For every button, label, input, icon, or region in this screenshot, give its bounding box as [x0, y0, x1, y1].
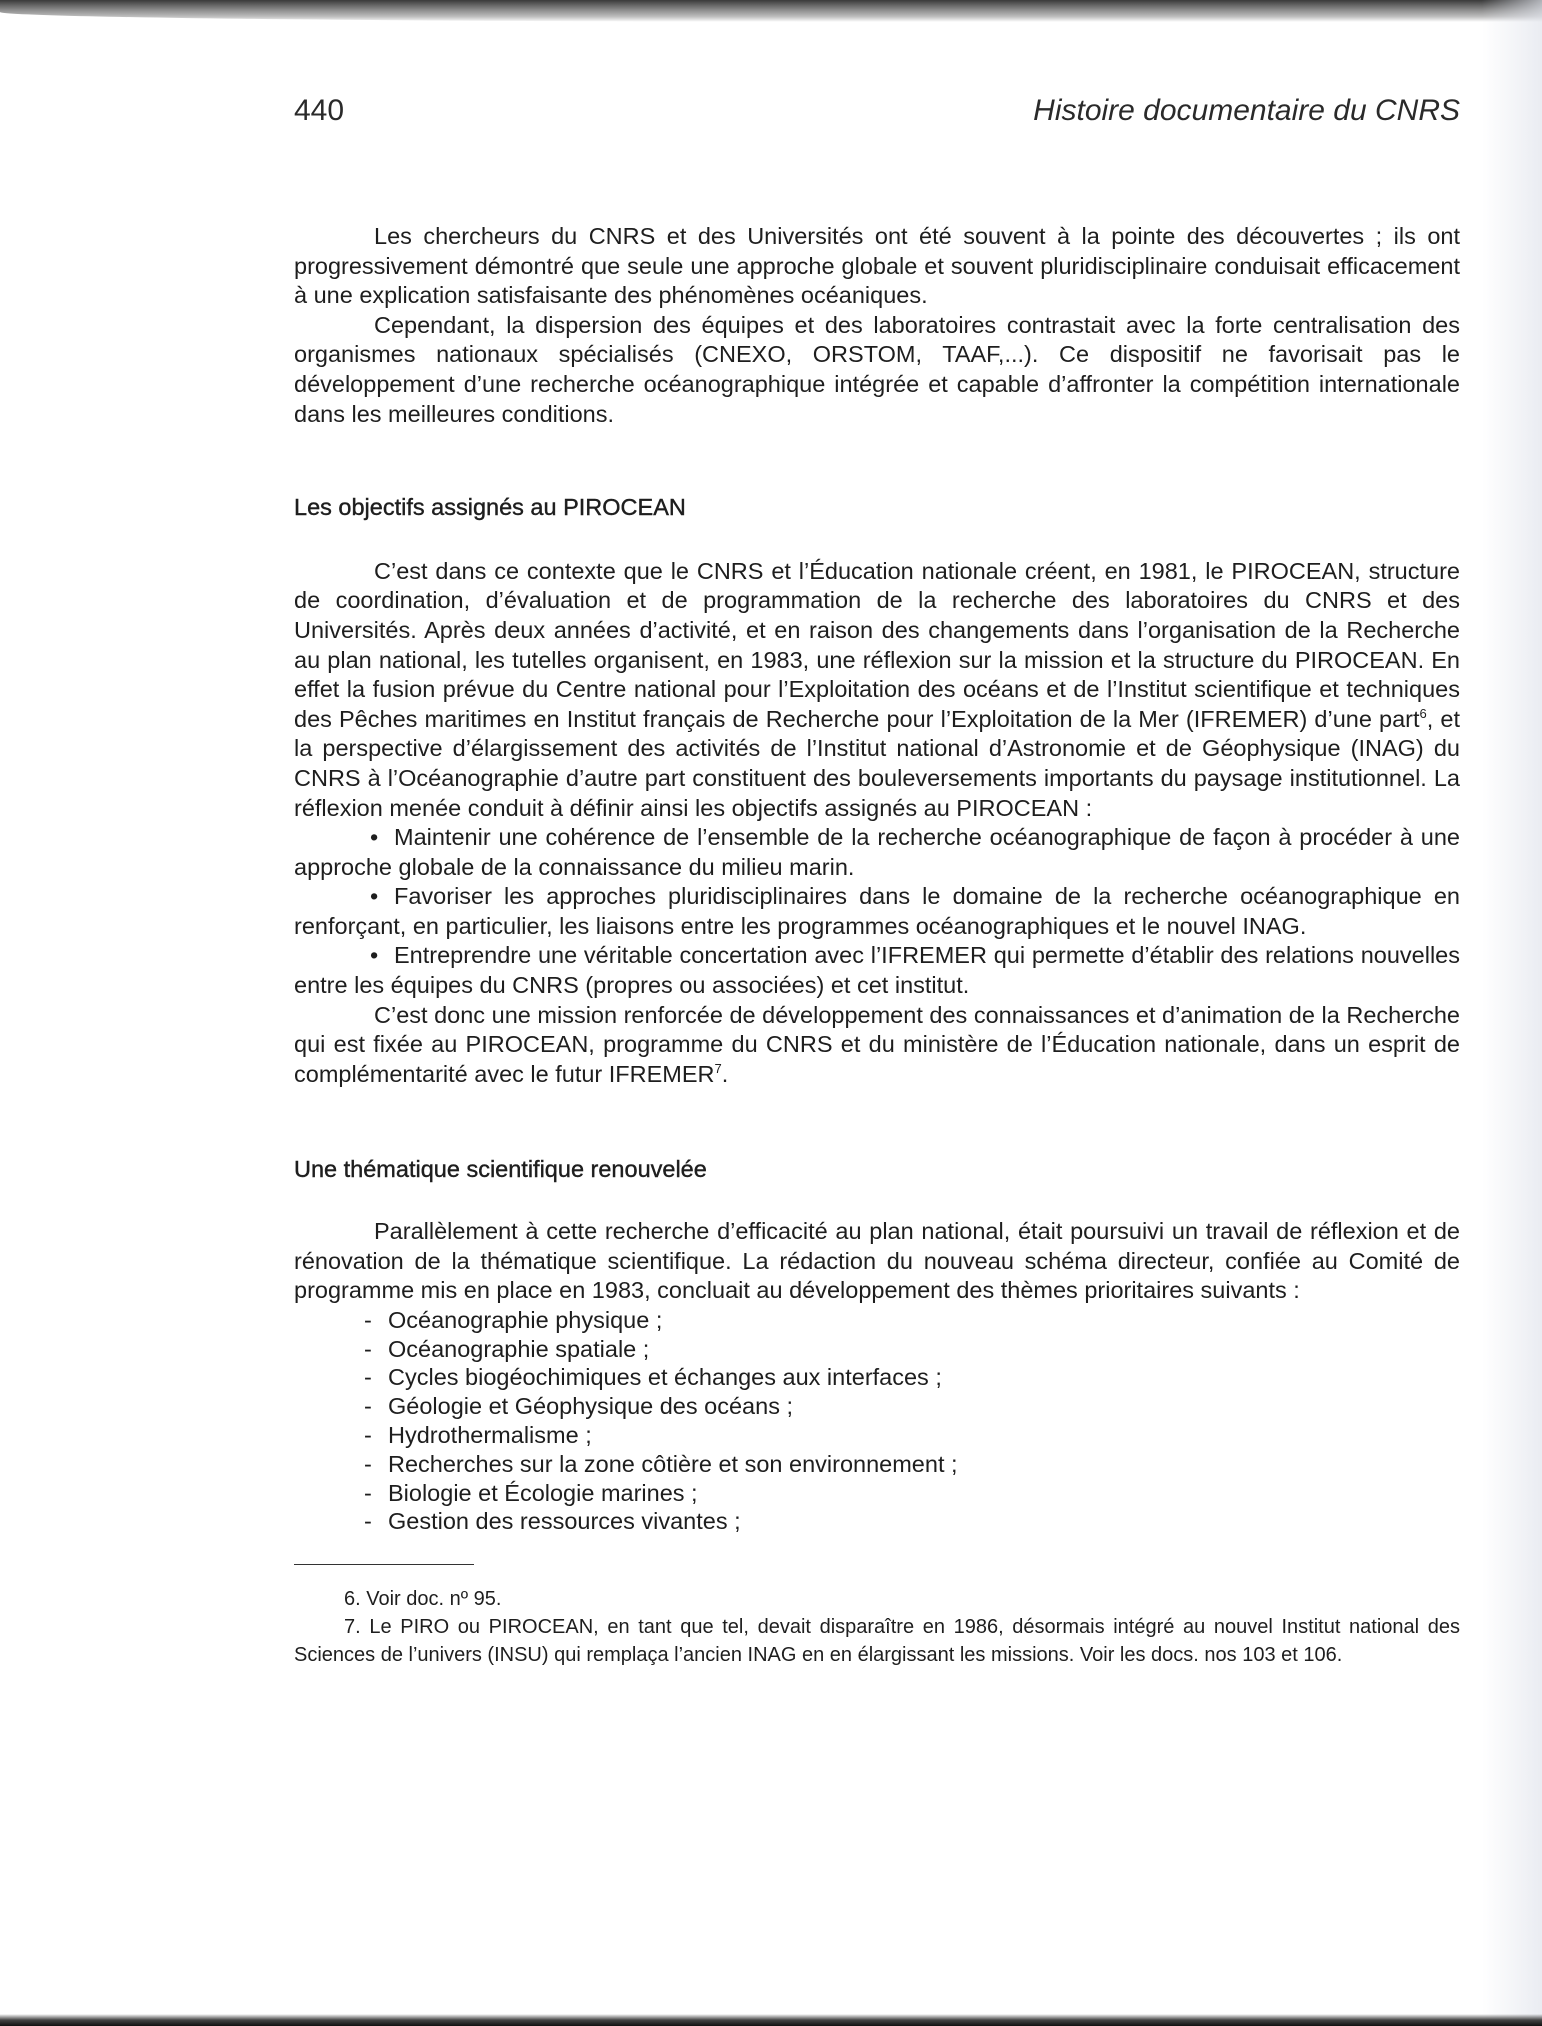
closing-punct: . — [721, 1060, 729, 1087]
themes-list — [294, 1306, 1460, 1536]
running-title: Histoire documentaire du CNRS — [1033, 94, 1460, 127]
theme-item — [364, 1335, 1460, 1364]
objective-bullet-1 — [294, 823, 1460, 882]
theme-item — [364, 1421, 1460, 1450]
dash-icon: - — [364, 1450, 372, 1477]
closing-text: C’est donc une mission renforcée de développement des connaissances et d’animation de la Recherche qui est fixée au PIROCEAN, programme du CNRS et du ministère de l’Éducation nationale, dans un esprit de complémentarité avec le futur IFREMER — [294, 1001, 1460, 1087]
footnote-6 — [294, 1585, 1460, 1613]
theme-text: Recherches sur la zone côtière et son environnement ; — [388, 1450, 958, 1477]
theme-item — [364, 1450, 1460, 1479]
footnotes — [294, 1585, 1460, 1669]
objectifs-section — [294, 557, 1460, 1090]
theme-item — [364, 1392, 1460, 1421]
scan-edge-top — [0, 0, 1542, 22]
thematique-section — [294, 1217, 1460, 1536]
intro-section — [294, 222, 1460, 429]
running-header — [294, 96, 1460, 136]
thematique-paragraph: Parallèlement à cette recherche d’efficacité au plan national, était poursuivi un travail de réflexion et de rénovation de la thématique scientifique. La rédaction du nouveau schéma directeur, confiée au Comité de programme mis en place en 1983, concluait au développement des thèmes prioritaires suivants : — [294, 1218, 1460, 1304]
theme-text: Biologie et Écologie marines ; — [388, 1479, 698, 1506]
footnote-text: Voir doc. nº 95. — [366, 1588, 502, 1611]
footnote-number: 6. — [344, 1588, 361, 1611]
theme-item — [364, 1306, 1460, 1335]
footnote-ref-7[interactable]: 7 — [714, 1061, 722, 1077]
dash-icon: - — [364, 1393, 372, 1420]
objectifs-text-part2: , et la perspective d’élargissement des activités de l’Institut national d’Astronomie et de Géophysique (INAG) du CNRS à l’Océanographie d’autre part constituent des bouleversements importants du paysage institutionnel. La réflexion menée conduit à définir ainsi les objectifs assignés au PIROCEAN : — [294, 705, 1460, 821]
dash-icon: - — [364, 1335, 372, 1362]
intro-paragraph-1: Les chercheurs du CNRS et des Universités ont été souvent à la pointe des découvertes ; ils ont progressivement démontré que seule une approche globale et souvent pluridisciplinaire conduisait efficacement à une explication satisfaisante des phénomènes océaniques. — [294, 223, 1460, 309]
theme-text: Gestion des ressources vivantes ; — [388, 1508, 741, 1535]
theme-item — [364, 1507, 1460, 1536]
footnote-7 — [294, 1613, 1460, 1669]
bullet-icon: • — [370, 824, 379, 851]
bullet-text: Maintenir une cohérence de l’ensemble de la recherche océanographique de façon à procéder à une approche globale de la connaissance du milieu marin. — [294, 824, 1460, 880]
dash-icon: - — [364, 1479, 372, 1506]
scan-shadow-right — [1482, 0, 1542, 2026]
section-heading-thematique: Une thématique scientifique renouvelée — [294, 1156, 707, 1183]
bullet-text: Favoriser les approches pluridisciplinaires dans le domaine de la recherche océanographique en renforçant, en particulier, les liaisons entre les programmes océanographiques et le nouvel INAG. — [294, 883, 1460, 939]
footnote-text: Le PIRO ou PIROCEAN, en tant que tel, devait disparaître en 1986, désormais intégré au nouvel Institut national des Sciences de l’univers (INSU) qui remplaça l’ancien INAG en en élargissant les missions. Voir les docs. nos 103 et 106. — [294, 1616, 1460, 1667]
page-number: 440 — [294, 94, 345, 127]
section-heading-objectifs: Les objectifs assignés au PIROCEAN — [294, 494, 686, 521]
theme-text: Cycles biogéochimiques et échanges aux interfaces ; — [388, 1364, 942, 1391]
objective-bullet-3 — [294, 941, 1460, 1000]
objectifs-closing-paragraph — [294, 1001, 1460, 1090]
bullet-text: Entreprendre une véritable concertation avec l’IFREMER qui permette d’établir des relations nouvelles entre les équipes du CNRS (propres ou associées) et cet institut. — [294, 942, 1460, 999]
dash-icon: - — [364, 1306, 372, 1333]
intro-paragraph-2: Cependant, la dispersion des équipes et des laboratoires contrastait avec la forte centralisation des organismes nationaux spécialisés (CNEXO, ORSTOM, TAAF,...). Ce dispositif ne favorisait pas le développement d’une recherche océanographique intégrée et capable d’affronter la compétition internationale dans les meilleures conditions. — [294, 311, 1460, 427]
theme-text: Hydrothermalisme ; — [388, 1422, 592, 1448]
objectifs-paragraph — [294, 557, 1460, 823]
document-page — [294, 96, 1460, 1669]
theme-item — [364, 1363, 1460, 1392]
theme-text: Océanographie physique ; — [388, 1306, 663, 1333]
theme-text: Océanographie spatiale ; — [388, 1335, 650, 1362]
dash-icon: - — [364, 1364, 372, 1391]
bullet-icon: • — [370, 883, 379, 910]
footnote-ref-6[interactable]: 6 — [1419, 705, 1427, 721]
theme-item — [364, 1479, 1460, 1508]
footnote-number: 7. — [344, 1616, 361, 1639]
theme-text: Géologie et Géophysique des océans ; — [388, 1393, 793, 1420]
objectifs-text-part1: C’est dans ce contexte que le CNRS et l’Éducation nationale créent, en 1981, le PIROCEAN, structure de coordination, d’évaluation et de programmation de la recherche des laboratoires du CNRS et des Universités. Après deux années d’activité, et en raison des changements dans l’organisation de la Recherche au plan national, les tutelles organisent, en 1983, une réflexion sur la mission et la structure du PIROCEAN. En effet la fusion prévue du Centre national pour l’Exploitation des océans et de l’Institut scientifique et techniques des Pêches maritimes en Institut français de Recherche pour l’Exploitation de la Mer (IFREMER) d’une part — [294, 557, 1460, 732]
scan-edge-bottom — [0, 2014, 1542, 2026]
bullet-icon: • — [370, 942, 379, 969]
footnote-divider — [294, 1564, 474, 1565]
dash-icon: - — [364, 1508, 372, 1535]
objective-bullet-2 — [294, 882, 1460, 941]
dash-icon: - — [364, 1422, 372, 1448]
